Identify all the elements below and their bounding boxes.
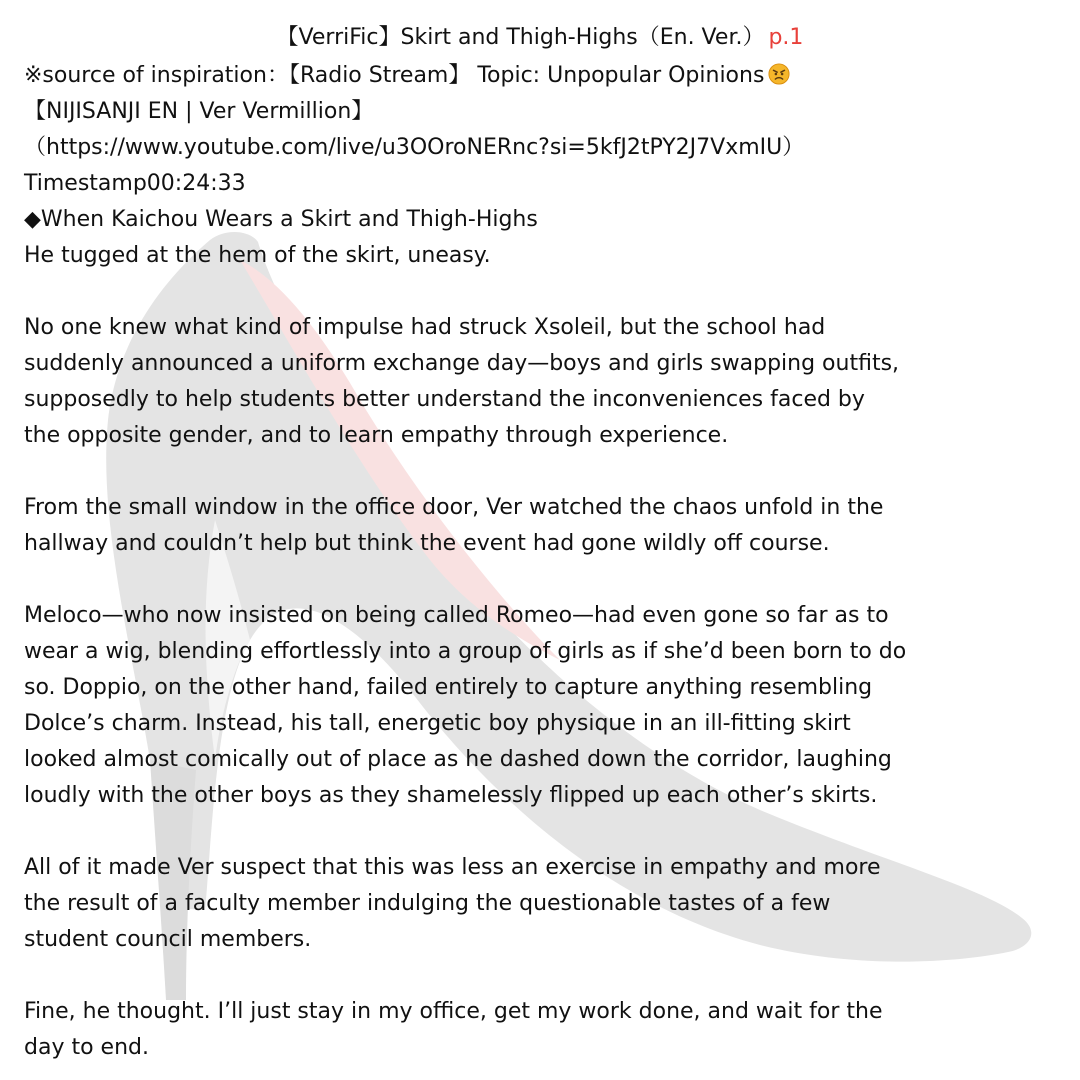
paragraph-6: [24, 994, 1064, 1066]
page-number-tag: p.1: [768, 25, 804, 50]
document-body: [24, 58, 1064, 1066]
paragraph-line: wear a wig, blending effortlessly into a group of girls as if she’d been born to do: [24, 639, 907, 664]
paragraph-line: supposedly to help students better understand the inconveniences faced by: [24, 387, 865, 412]
paragraph-line: hallway and couldn’t help but think the event had gone wildly off course.: [24, 531, 830, 556]
source-line: [24, 58, 1064, 94]
paragraph-line: He tugged at the hem of the skirt, uneasy.: [24, 243, 491, 268]
paragraph-line: All of it made Ver suspect that this was less an exercise in empathy and more: [24, 855, 881, 880]
paragraph-5: [24, 850, 1064, 958]
title-line: [0, 22, 1080, 54]
paragraph-3: [24, 490, 1064, 562]
paragraph-line: loudly with the other boys as they shamelessly flipped up each other’s skirts.: [24, 783, 878, 808]
paragraph-line: day to end.: [24, 1035, 149, 1060]
paragraph-line: Dolce’s charm. Instead, his tall, energetic boy physique in an ill-fitting skirt: [24, 711, 851, 736]
paragraph-1: [24, 238, 1064, 274]
paragraph-2: [24, 310, 1064, 454]
paragraph-line: the result of a faculty member indulging the questionable tastes of a few: [24, 891, 831, 916]
paragraph-line: Meloco—who now insisted on being called Romeo—had even gone so far as to: [24, 603, 889, 628]
paragraph-line: suddenly announced a uniform exchange day—boys and girls swapping outfits,: [24, 351, 900, 376]
section-heading: ◆When Kaichou Wears a Skirt and Thigh-Highs: [24, 207, 538, 232]
stream-channel: 【NIJISANJI EN | Ver Vermillion】: [24, 99, 374, 124]
paragraph-line: the opposite gender, and to learn empathy through experience.: [24, 423, 729, 448]
paragraph-line: so. Doppio, on the other hand, failed entirely to capture anything resembling: [24, 675, 873, 700]
paragraph-line: From the small window in the office door, Ver watched the chaos unfold in the: [24, 495, 884, 520]
page-title: 【VerriFic】Skirt and Thigh-Highs（En. Ver.）: [276, 25, 765, 50]
paragraph-line: No one knew what kind of impulse had struck Xsoleil, but the school had: [24, 315, 826, 340]
paragraph-line: looked almost comically out of place as he dashed down the corridor, laughing: [24, 747, 892, 772]
source-label: ※source of inspiration：【Radio Stream】 Topic: Unpopular Opinions: [24, 63, 765, 88]
stream-url: （https://www.youtube.com/live/u3OOroNERnc?si=5kfJ2tPY2J7VxmIU）: [24, 135, 805, 160]
paragraph-4: [24, 598, 1064, 814]
paragraph-line: Fine, he thought. I’ll just stay in my office, get my work done, and wait for the: [24, 999, 883, 1024]
angry-face-icon: [768, 63, 790, 85]
paragraph-line: student council members.: [24, 927, 312, 952]
timestamp: Timestamp00:24:33: [24, 171, 246, 196]
